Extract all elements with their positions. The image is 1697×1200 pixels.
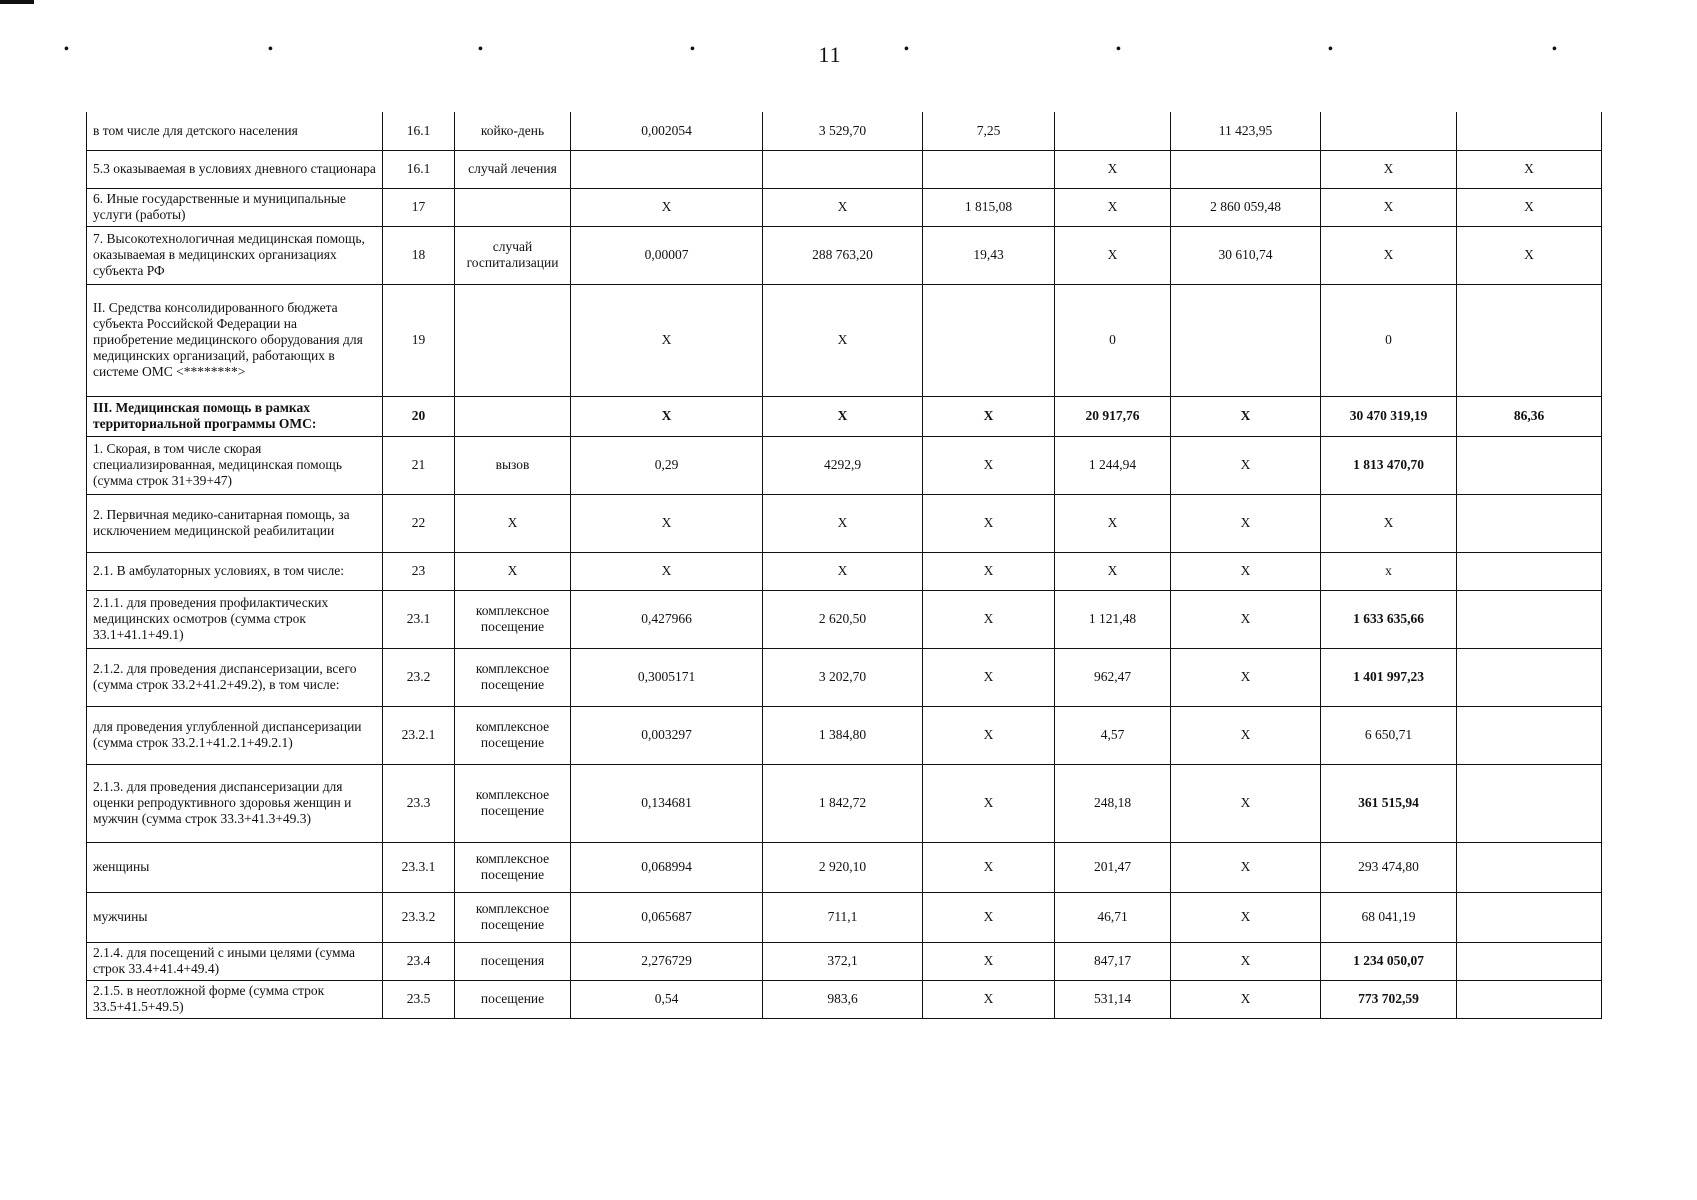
- unit-cell: комплексное посещение: [455, 764, 571, 842]
- cost-cell: 1 842,72: [763, 764, 923, 842]
- row-name-cell: 5.3 оказываемая в условиях дневного стационара: [87, 150, 383, 188]
- scan-dot: •: [1116, 42, 1121, 57]
- row-name-cell: 2.1.1. для проведения профилактических медицинских осмотров (сумма строк 33.1+41.1+49.1): [87, 590, 383, 648]
- row-name-cell: 2.1.4. для посещений с иными целями (сумма строк 33.4+41.4+49.4): [87, 942, 383, 980]
- per-capita-oms-cell: 4,57: [1055, 706, 1171, 764]
- norm-cell: Х: [571, 188, 763, 226]
- per-capita-budget-cell: Х: [923, 590, 1055, 648]
- total-budget-cell: Х: [1171, 648, 1321, 706]
- norm-cell: 0,002054: [571, 112, 763, 150]
- percent-cell: Х: [1457, 150, 1602, 188]
- per-capita-budget-cell: 7,25: [923, 112, 1055, 150]
- scan-dot: •: [478, 42, 483, 57]
- scan-dot: •: [904, 42, 909, 57]
- total-oms-cell: 1 633 635,66: [1321, 590, 1457, 648]
- total-oms-cell: 0: [1321, 284, 1457, 396]
- total-budget-cell: Х: [1171, 436, 1321, 494]
- total-budget-cell: Х: [1171, 980, 1321, 1018]
- total-budget-cell: Х: [1171, 764, 1321, 842]
- per-capita-oms-cell: Х: [1055, 552, 1171, 590]
- table-row: [87, 706, 1602, 764]
- table-row: [87, 494, 1602, 552]
- percent-cell: 86,36: [1457, 396, 1602, 436]
- norm-cell: 0,54: [571, 980, 763, 1018]
- percent-cell: Х: [1457, 188, 1602, 226]
- norm-cell: Х: [571, 494, 763, 552]
- unit-cell: койко-день: [455, 112, 571, 150]
- per-capita-oms-cell: [1055, 112, 1171, 150]
- cost-cell: Х: [763, 188, 923, 226]
- per-capita-oms-cell: 962,47: [1055, 648, 1171, 706]
- table-row: [87, 436, 1602, 494]
- percent-cell: [1457, 980, 1602, 1018]
- row-code-cell: 18: [383, 226, 455, 284]
- unit-cell: посещения: [455, 942, 571, 980]
- total-budget-cell: [1171, 284, 1321, 396]
- row-code-cell: 23.2.1: [383, 706, 455, 764]
- row-name-cell: мужчины: [87, 892, 383, 942]
- table-row: [87, 226, 1602, 284]
- cost-cell: 3 202,70: [763, 648, 923, 706]
- percent-cell: [1457, 892, 1602, 942]
- row-name-cell: 1. Скорая, в том числе скорая специализированная, медицинская помощь (сумма строк 31+39+47): [87, 436, 383, 494]
- unit-cell: комплексное посещение: [455, 590, 571, 648]
- norm-cell: 0,003297: [571, 706, 763, 764]
- table-row: [87, 942, 1602, 980]
- row-name-cell: II. Средства консолидированного бюджета субъекта Российской Федерации на приобретение медицинского оборудования для медицинских организаций, работающих в системе ОМС <********>: [87, 284, 383, 396]
- table-row: [87, 188, 1602, 226]
- per-capita-budget-cell: Х: [923, 892, 1055, 942]
- percent-cell: [1457, 590, 1602, 648]
- total-oms-cell: 773 702,59: [1321, 980, 1457, 1018]
- percent-cell: Х: [1457, 226, 1602, 284]
- row-code-cell: 23.1: [383, 590, 455, 648]
- row-code-cell: 19: [383, 284, 455, 396]
- cost-cell: Х: [763, 494, 923, 552]
- total-budget-cell: 2 860 059,48: [1171, 188, 1321, 226]
- per-capita-oms-cell: 20 917,76: [1055, 396, 1171, 436]
- row-code-cell: 23.2: [383, 648, 455, 706]
- percent-cell: [1457, 494, 1602, 552]
- norm-cell: 0,134681: [571, 764, 763, 842]
- norm-cell: 0,3005171: [571, 648, 763, 706]
- unit-cell: [455, 284, 571, 396]
- table-row: [87, 764, 1602, 842]
- page-number: 11: [818, 42, 842, 67]
- table-row: [87, 980, 1602, 1018]
- row-name-cell: 7. Высокотехнологичная медицинская помощь, оказываемая в медицинских организациях субъекта РФ: [87, 226, 383, 284]
- per-capita-budget-cell: [923, 150, 1055, 188]
- percent-cell: [1457, 764, 1602, 842]
- per-capita-budget-cell: [923, 284, 1055, 396]
- cost-cell: Х: [763, 284, 923, 396]
- cost-cell: 2 920,10: [763, 842, 923, 892]
- table-row: [87, 590, 1602, 648]
- total-oms-cell: Х: [1321, 150, 1457, 188]
- total-oms-cell: 68 041,19: [1321, 892, 1457, 942]
- total-budget-cell: Х: [1171, 494, 1321, 552]
- unit-cell: случай лечения: [455, 150, 571, 188]
- per-capita-oms-cell: 0: [1055, 284, 1171, 396]
- per-capita-oms-cell: 531,14: [1055, 980, 1171, 1018]
- total-budget-cell: Х: [1171, 706, 1321, 764]
- row-code-cell: 20: [383, 396, 455, 436]
- per-capita-oms-cell: 847,17: [1055, 942, 1171, 980]
- per-capita-budget-cell: Х: [923, 436, 1055, 494]
- table-row: [87, 396, 1602, 436]
- percent-cell: [1457, 648, 1602, 706]
- per-capita-oms-cell: Х: [1055, 150, 1171, 188]
- total-oms-cell: 1 234 050,07: [1321, 942, 1457, 980]
- total-budget-cell: 30 610,74: [1171, 226, 1321, 284]
- total-budget-cell: Х: [1171, 842, 1321, 892]
- norm-cell: Х: [571, 396, 763, 436]
- row-name-cell: для проведения углубленной диспансеризации (сумма строк 33.2.1+41.2.1+49.2.1): [87, 706, 383, 764]
- per-capita-budget-cell: Х: [923, 494, 1055, 552]
- percent-cell: [1457, 842, 1602, 892]
- row-code-cell: 21: [383, 436, 455, 494]
- row-name-cell: в том числе для детского населения: [87, 112, 383, 150]
- norm-cell: 0,00007: [571, 226, 763, 284]
- unit-cell: Х: [455, 494, 571, 552]
- scan-dot: •: [1552, 42, 1557, 57]
- total-oms-cell: Х: [1321, 226, 1457, 284]
- row-code-cell: 23.5: [383, 980, 455, 1018]
- unit-cell: комплексное посещение: [455, 648, 571, 706]
- row-name-cell: 2.1.5. в неотложной форме (сумма строк 33.5+41.5+49.5): [87, 980, 383, 1018]
- per-capita-oms-cell: Х: [1055, 188, 1171, 226]
- total-budget-cell: Х: [1171, 942, 1321, 980]
- cost-cell: 372,1: [763, 942, 923, 980]
- scan-dot: •: [64, 42, 69, 57]
- row-code-cell: 22: [383, 494, 455, 552]
- table-row: [87, 552, 1602, 590]
- per-capita-budget-cell: 1 815,08: [923, 188, 1055, 226]
- total-oms-cell: 361 515,94: [1321, 764, 1457, 842]
- norm-cell: 0,427966: [571, 590, 763, 648]
- per-capita-oms-cell: Х: [1055, 226, 1171, 284]
- total-budget-cell: 11 423,95: [1171, 112, 1321, 150]
- unit-cell: вызов: [455, 436, 571, 494]
- cost-cell: 288 763,20: [763, 226, 923, 284]
- total-budget-cell: Х: [1171, 892, 1321, 942]
- row-code-cell: 23.3.1: [383, 842, 455, 892]
- unit-cell: комплексное посещение: [455, 842, 571, 892]
- cost-cell: [763, 150, 923, 188]
- row-code-cell: 16.1: [383, 112, 455, 150]
- total-budget-cell: [1171, 150, 1321, 188]
- cost-cell: 4292,9: [763, 436, 923, 494]
- row-code-cell: 17: [383, 188, 455, 226]
- cost-cell: Х: [763, 396, 923, 436]
- percent-cell: [1457, 112, 1602, 150]
- per-capita-budget-cell: Х: [923, 396, 1055, 436]
- per-capita-budget-cell: Х: [923, 980, 1055, 1018]
- norm-cell: 0,29: [571, 436, 763, 494]
- norm-cell: 2,276729: [571, 942, 763, 980]
- row-code-cell: 23.3.2: [383, 892, 455, 942]
- row-name-cell: 2.1. В амбулаторных условиях, в том числе:: [87, 552, 383, 590]
- per-capita-oms-cell: 1 244,94: [1055, 436, 1171, 494]
- total-oms-cell: 1 401 997,23: [1321, 648, 1457, 706]
- total-oms-cell: Х: [1321, 188, 1457, 226]
- norm-cell: 0,065687: [571, 892, 763, 942]
- per-capita-budget-cell: Х: [923, 942, 1055, 980]
- per-capita-oms-cell: 46,71: [1055, 892, 1171, 942]
- row-code-cell: 23: [383, 552, 455, 590]
- norm-cell: Х: [571, 284, 763, 396]
- percent-cell: [1457, 284, 1602, 396]
- per-capita-budget-cell: Х: [923, 648, 1055, 706]
- row-name-cell: III. Медицинская помощь в рамках территориальной программы ОМС:: [87, 396, 383, 436]
- table-row: [87, 842, 1602, 892]
- row-name-cell: 2. Первичная медико-санитарная помощь, за исключением медицинской реабилитации: [87, 494, 383, 552]
- total-oms-cell: х: [1321, 552, 1457, 590]
- row-name-cell: женщины: [87, 842, 383, 892]
- per-capita-budget-cell: Х: [923, 706, 1055, 764]
- cost-cell: 2 620,50: [763, 590, 923, 648]
- total-oms-cell: Х: [1321, 494, 1457, 552]
- norm-cell: [571, 150, 763, 188]
- unit-cell: [455, 396, 571, 436]
- per-capita-budget-cell: 19,43: [923, 226, 1055, 284]
- per-capita-budget-cell: Х: [923, 842, 1055, 892]
- unit-cell: комплексное посещение: [455, 892, 571, 942]
- scan-corner-mark: [0, 0, 34, 4]
- total-oms-cell: [1321, 112, 1457, 150]
- per-capita-oms-cell: 1 121,48: [1055, 590, 1171, 648]
- unit-cell: Х: [455, 552, 571, 590]
- per-capita-oms-cell: Х: [1055, 494, 1171, 552]
- table-row: [87, 648, 1602, 706]
- scan-dot: •: [1328, 42, 1333, 57]
- norm-cell: Х: [571, 552, 763, 590]
- total-oms-cell: 293 474,80: [1321, 842, 1457, 892]
- norm-cell: 0,068994: [571, 842, 763, 892]
- per-capita-budget-cell: Х: [923, 764, 1055, 842]
- row-name-cell: 2.1.2. для проведения диспансеризации, всего (сумма строк 33.2+41.2+49.2), в том числе:: [87, 648, 383, 706]
- scan-dot: •: [268, 42, 273, 57]
- total-budget-cell: Х: [1171, 590, 1321, 648]
- cost-cell: 711,1: [763, 892, 923, 942]
- unit-cell: [455, 188, 571, 226]
- per-capita-oms-cell: 248,18: [1055, 764, 1171, 842]
- table-row: [87, 112, 1602, 150]
- unit-cell: комплексное посещение: [455, 706, 571, 764]
- budget-table: [86, 112, 1602, 1019]
- per-capita-oms-cell: 201,47: [1055, 842, 1171, 892]
- row-name-cell: 6. Иные государственные и муниципальные услуги (работы): [87, 188, 383, 226]
- scan-dot: •: [690, 42, 695, 57]
- table-row: [87, 892, 1602, 942]
- total-oms-cell: 6 650,71: [1321, 706, 1457, 764]
- unit-cell: посещение: [455, 980, 571, 1018]
- row-name-cell: 2.1.3. для проведения диспансеризации для оценки репродуктивного здоровья женщин и мужчин (сумма строк 33.3+41.3+49.3): [87, 764, 383, 842]
- cost-cell: Х: [763, 552, 923, 590]
- cost-cell: 3 529,70: [763, 112, 923, 150]
- total-budget-cell: Х: [1171, 552, 1321, 590]
- unit-cell: случай госпитализации: [455, 226, 571, 284]
- total-budget-cell: Х: [1171, 396, 1321, 436]
- cost-cell: 1 384,80: [763, 706, 923, 764]
- percent-cell: [1457, 552, 1602, 590]
- percent-cell: [1457, 436, 1602, 494]
- total-oms-cell: 1 813 470,70: [1321, 436, 1457, 494]
- cost-cell: 983,6: [763, 980, 923, 1018]
- row-code-cell: 16.1: [383, 150, 455, 188]
- row-code-cell: 23.4: [383, 942, 455, 980]
- percent-cell: [1457, 706, 1602, 764]
- table-row: [87, 284, 1602, 396]
- row-code-cell: 23.3: [383, 764, 455, 842]
- per-capita-budget-cell: Х: [923, 552, 1055, 590]
- table-row: [87, 150, 1602, 188]
- percent-cell: [1457, 942, 1602, 980]
- total-oms-cell: 30 470 319,19: [1321, 396, 1457, 436]
